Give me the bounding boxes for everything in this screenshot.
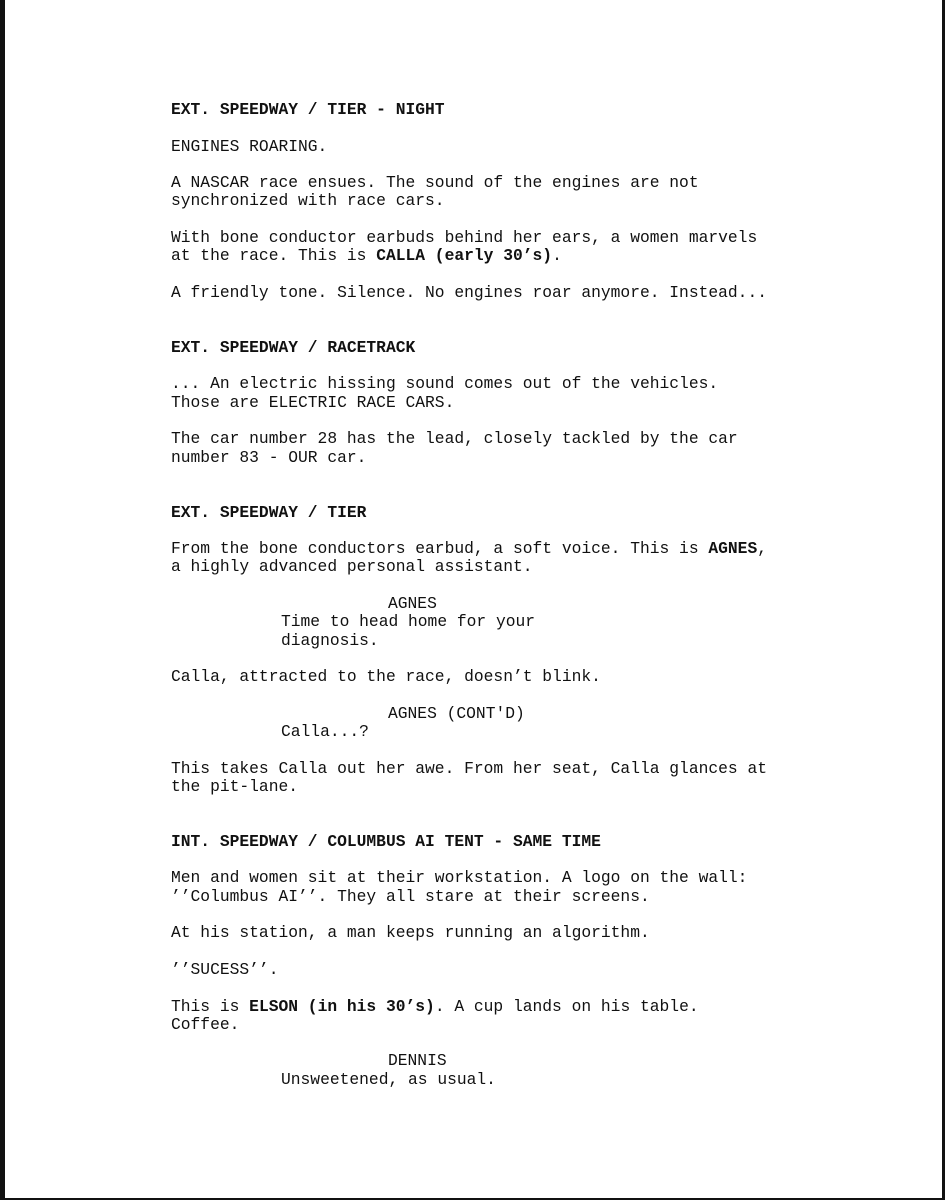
action-line: ’’SUCESS’’. xyxy=(171,959,279,979)
action-line: The car number 28 has the lead, closely tackled by the car number 83 - OUR car. xyxy=(171,429,738,467)
scene-heading: EXT. SPEEDWAY / RACETRACK xyxy=(171,337,416,357)
action-line xyxy=(171,998,871,1035)
dialogue: Calla...? xyxy=(281,722,369,742)
character-cue: AGNES (CONT'D) xyxy=(388,703,525,723)
screenplay-body xyxy=(171,101,871,1089)
dialogue: Time to head home for your diagnosis. xyxy=(281,612,536,650)
action-line xyxy=(171,540,871,577)
scene-heading: INT. SPEEDWAY / COLUMBUS AI TENT - SAME TIME xyxy=(171,831,601,851)
action-text: . A cup lands on his table. Coffee. xyxy=(171,996,699,1034)
scene-heading: EXT. SPEEDWAY / TIER xyxy=(171,502,367,522)
action-line: ENGINES ROARING. xyxy=(171,136,328,156)
character-cue: DENNIS xyxy=(388,1051,447,1071)
screenplay-page xyxy=(5,0,942,1198)
dialogue: Unsweetened, as usual. xyxy=(281,1069,496,1089)
action-line: A friendly tone. Silence. No engines roar anymore. Instead... xyxy=(171,282,767,302)
action-line: Calla, attracted to the race, doesn’t blink. xyxy=(171,667,601,687)
action-text: , a highly advanced personal assistant. xyxy=(171,539,768,577)
action-line xyxy=(171,229,871,266)
action-line: At his station, a man keeps running an algorithm. xyxy=(171,923,650,943)
scene-heading: EXT. SPEEDWAY / TIER - NIGHT xyxy=(171,100,445,119)
action-text: . xyxy=(552,246,562,266)
character-cue: AGNES xyxy=(388,594,437,614)
character-intro: CALLA (early 30’s) xyxy=(376,246,553,266)
action-text: From the bone conductors earbud, a soft voice. This is xyxy=(171,539,709,559)
action-text: With bone conductor earbuds behind her ears, a women marvels at the race. This is xyxy=(171,228,758,266)
action-line: A NASCAR race ensues. The sound of the engines are not synchronized with race cars. xyxy=(171,173,699,211)
action-text: This is xyxy=(171,996,250,1016)
action-line: This takes Calla out her awe. From her seat, Calla glances at the pit-lane. xyxy=(171,758,767,796)
character-intro: AGNES xyxy=(708,539,758,559)
character-intro: ELSON (in his 30’s) xyxy=(249,996,435,1016)
action-line: Men and women sit at their workstation. A logo on the wall: ’’Columbus AI’’. They all stare at their screens. xyxy=(171,868,748,906)
action-line: ... An electric hissing sound comes out of the vehicles. Those are ELECTRIC RACE CARS. xyxy=(171,374,719,412)
